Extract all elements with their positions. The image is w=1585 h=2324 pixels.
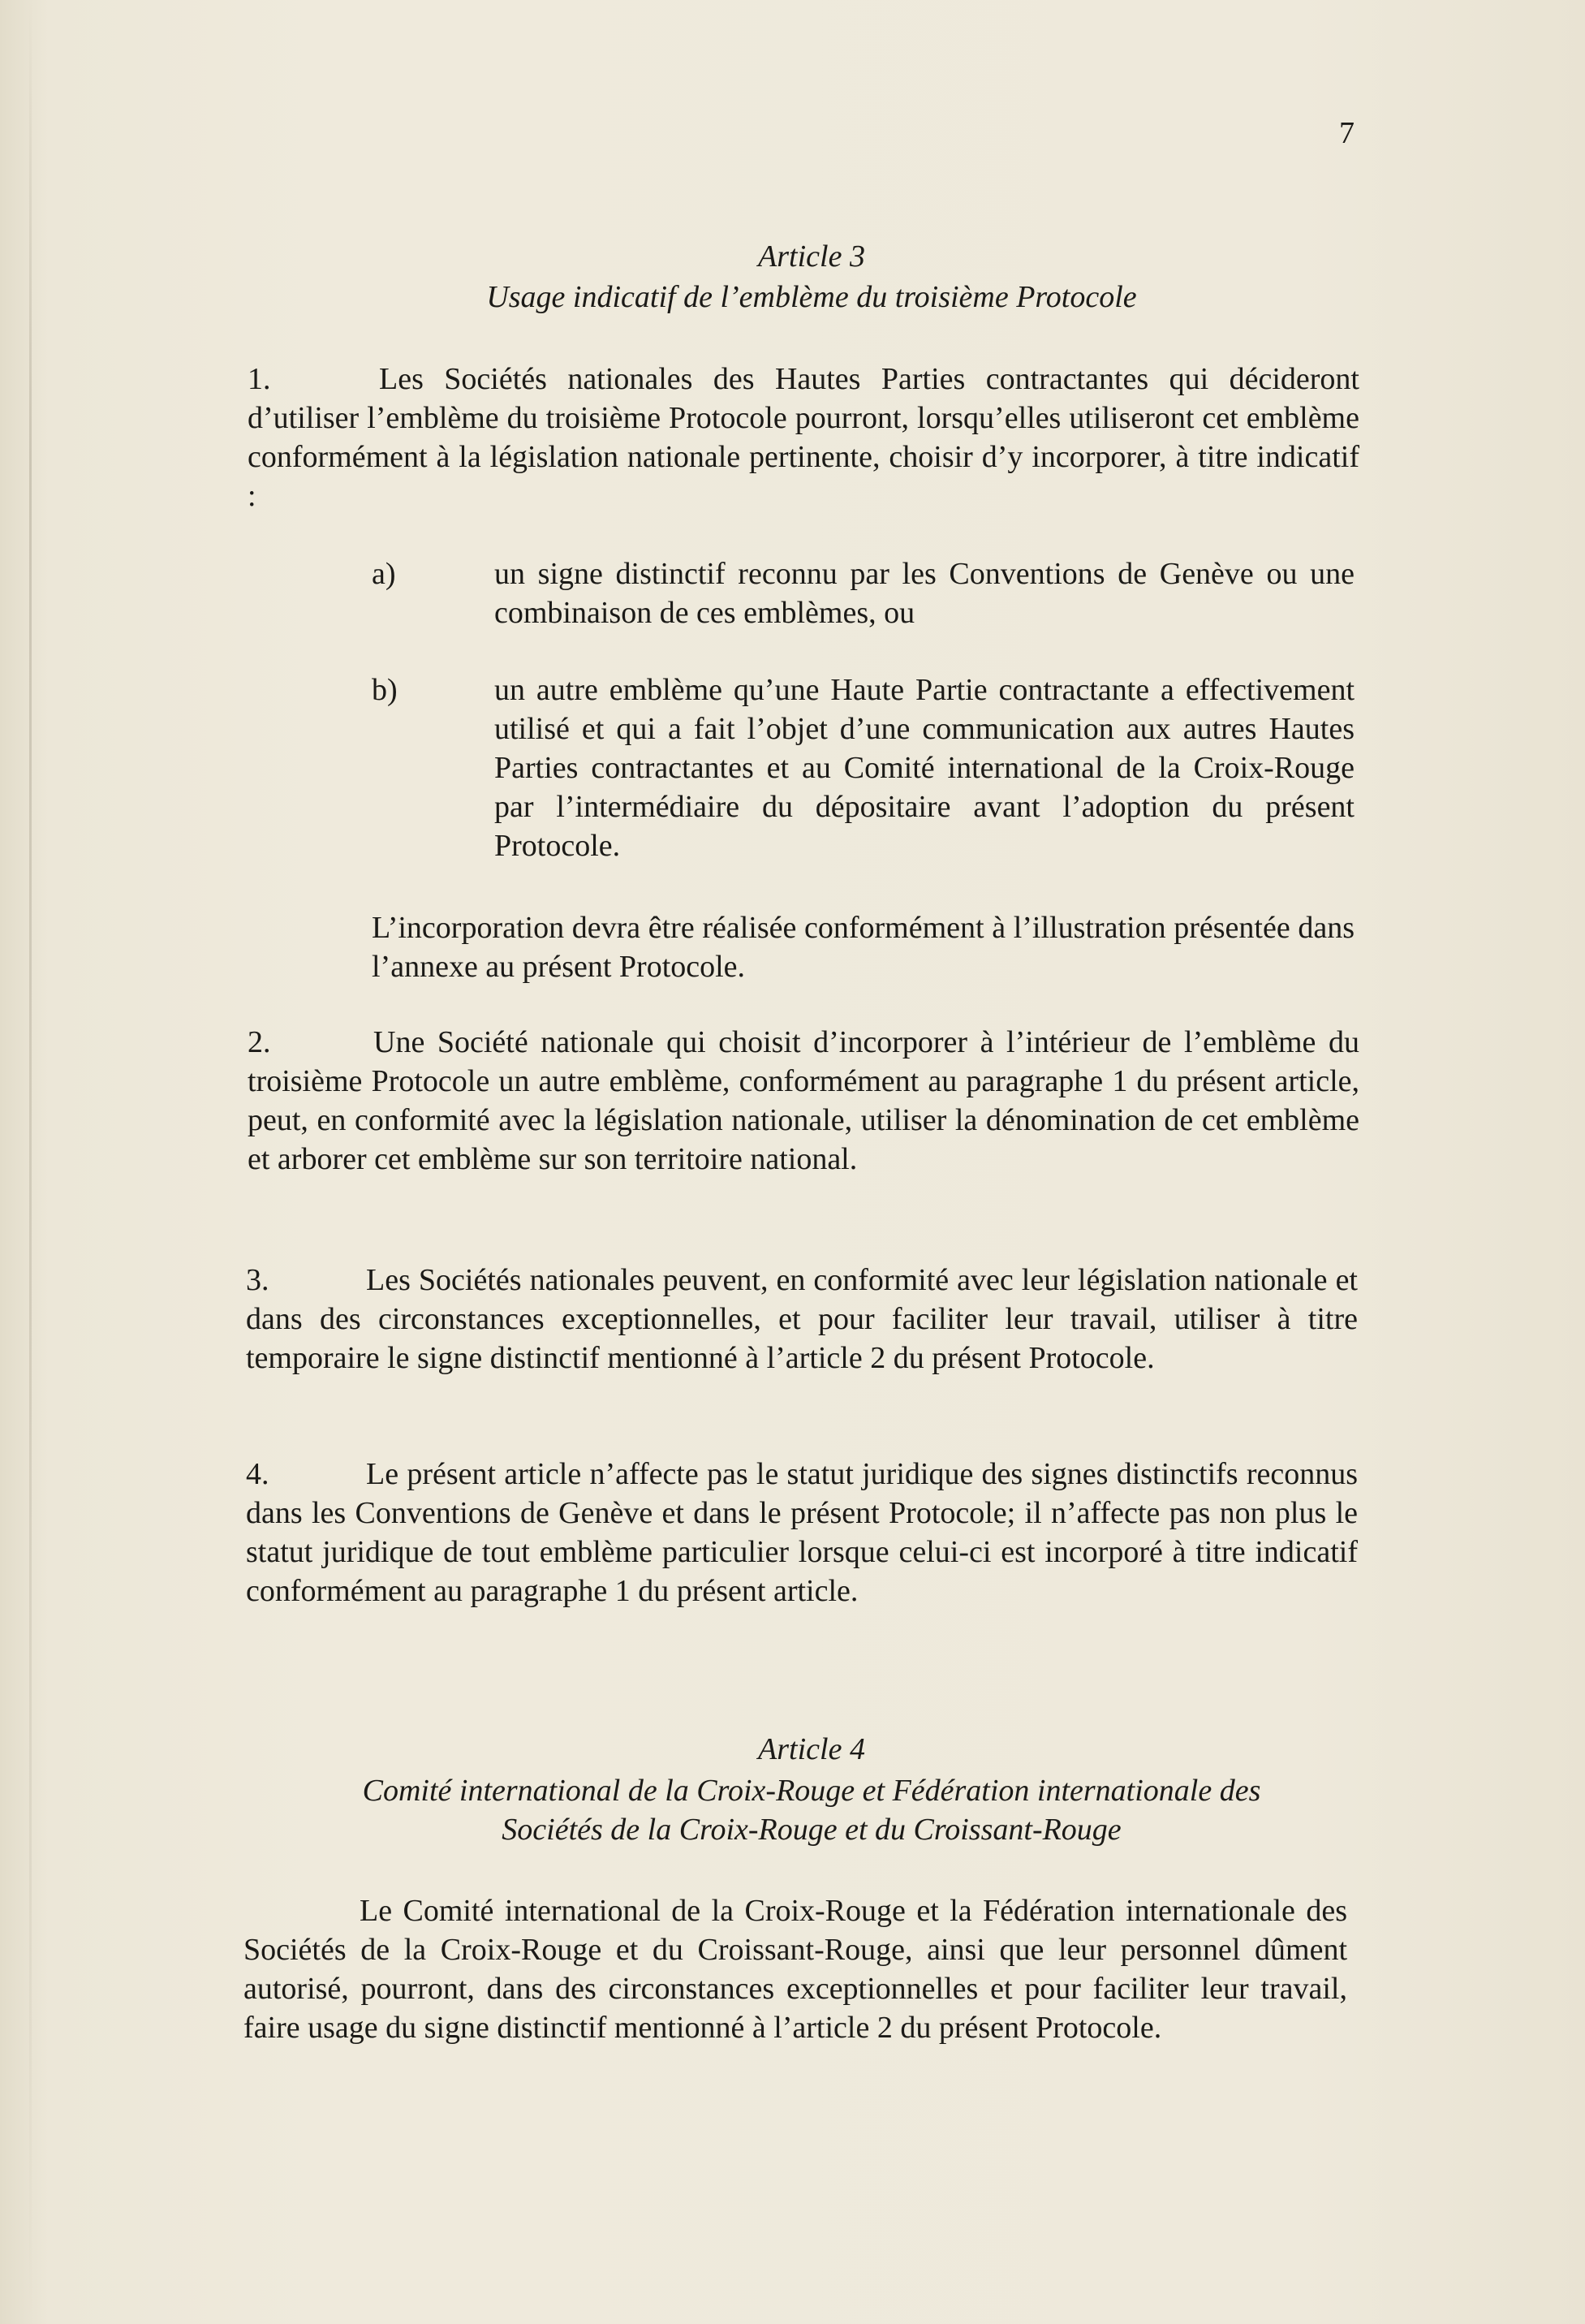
article-3-heading: Article 3: [758, 239, 865, 274]
article-3-paragraph-2: [248, 1023, 1359, 1179]
paragraph-number: 1.: [248, 362, 271, 396]
binding-shadow: [29, 0, 32, 2324]
paragraph-text: Les Sociétés nationales des Hautes Parties contractantes qui décideront d’utiliser l’emblème du troisième Protocole pourront, lorsqu’elles utiliseront cet emblème conformément à la législation nationale pertinente, choisir d’y incorporer, à titre indicatif :: [248, 362, 1359, 513]
paragraph-text: Les Sociétés nationales peuvent, en conformité avec leur législation nationale et dans des circonstances exceptionnelles, et pour faciliter leur travail, utiliser à titre temporaire le signe distinctif mentionné à l’article 2 du présent Protocole.: [246, 1263, 1358, 1375]
item-b-text: un autre emblème qu’une Haute Partie contractante a effectivement utilisé et qui a fait l’objet d’une communication aux autres Hautes Parties contractantes et au Comité international de la Croix-Rouge par l’intermédiaire du dépositaire avant l’adoption du présent Protocole.: [494, 673, 1355, 863]
paragraph-text: Le présent article n’affecte pas le statut juridique des signes distinctifs reconnus dans les Conventions de Genève et dans le présent Protocole; il n’affecte pas non plus le statut juridique de tout emblème particulier lorsque celui-ci est incorporé à titre indicatif conformément au paragraphe 1 du présent article.: [246, 1457, 1358, 1608]
paragraph-number: 4.: [246, 1457, 269, 1491]
article-3-paragraph-3: [246, 1261, 1358, 1378]
paragraph-text: Une Société nationale qui choisit d’incorporer à l’intérieur de l’emblème du troisième Protocole un autre emblème, conformément au paragraphe 1 du présent article, peut, en conformité avec la législation nationale, utiliser la dénomination de cet emblème et arborer cet emblème sur son territoire national.: [248, 1025, 1359, 1176]
page-number: 7: [1339, 116, 1355, 150]
item-a-text: un signe distinctif reconnu par les Conventions de Genève ou une combinaison de ces emblèmes, ou: [494, 557, 1355, 630]
item-b-label: b): [372, 673, 398, 707]
incorporation-paragraph: L’incorporation devra être réalisée conformément à l’illustration présentée dans l’annexe au présent Protocole.: [372, 911, 1355, 984]
article-3-paragraph-1: [248, 360, 1359, 515]
item-a-label: a): [372, 557, 396, 591]
article-4-paragraph: Le Comité international de la Croix-Rouge et la Fédération internationale des Sociétés de la Croix-Rouge et du Croissant-Rouge, ainsi que leur personnel dûment autorisé, pourront, dans des circonstances exceptionnelles et pour faciliter leur travail, faire usage du signe distinctif mentionné à l’article 2 du présent Protocole.: [243, 1894, 1347, 2045]
article-4-subheading-line-1: Comité international de la Croix-Rouge et Fédération internationale des: [362, 1774, 1261, 1808]
article-4-subheading-line-2: Sociétés de la Croix-Rouge et du Croissant-Rouge: [502, 1813, 1122, 1847]
article-3-subheading: Usage indicatif de l’emblème du troisième Protocole: [486, 280, 1137, 314]
paragraph-number: 3.: [246, 1263, 269, 1297]
article-3-paragraph-4: [246, 1455, 1358, 1610]
article-4-heading: Article 4: [758, 1732, 865, 1766]
paragraph-number: 2.: [248, 1025, 271, 1059]
